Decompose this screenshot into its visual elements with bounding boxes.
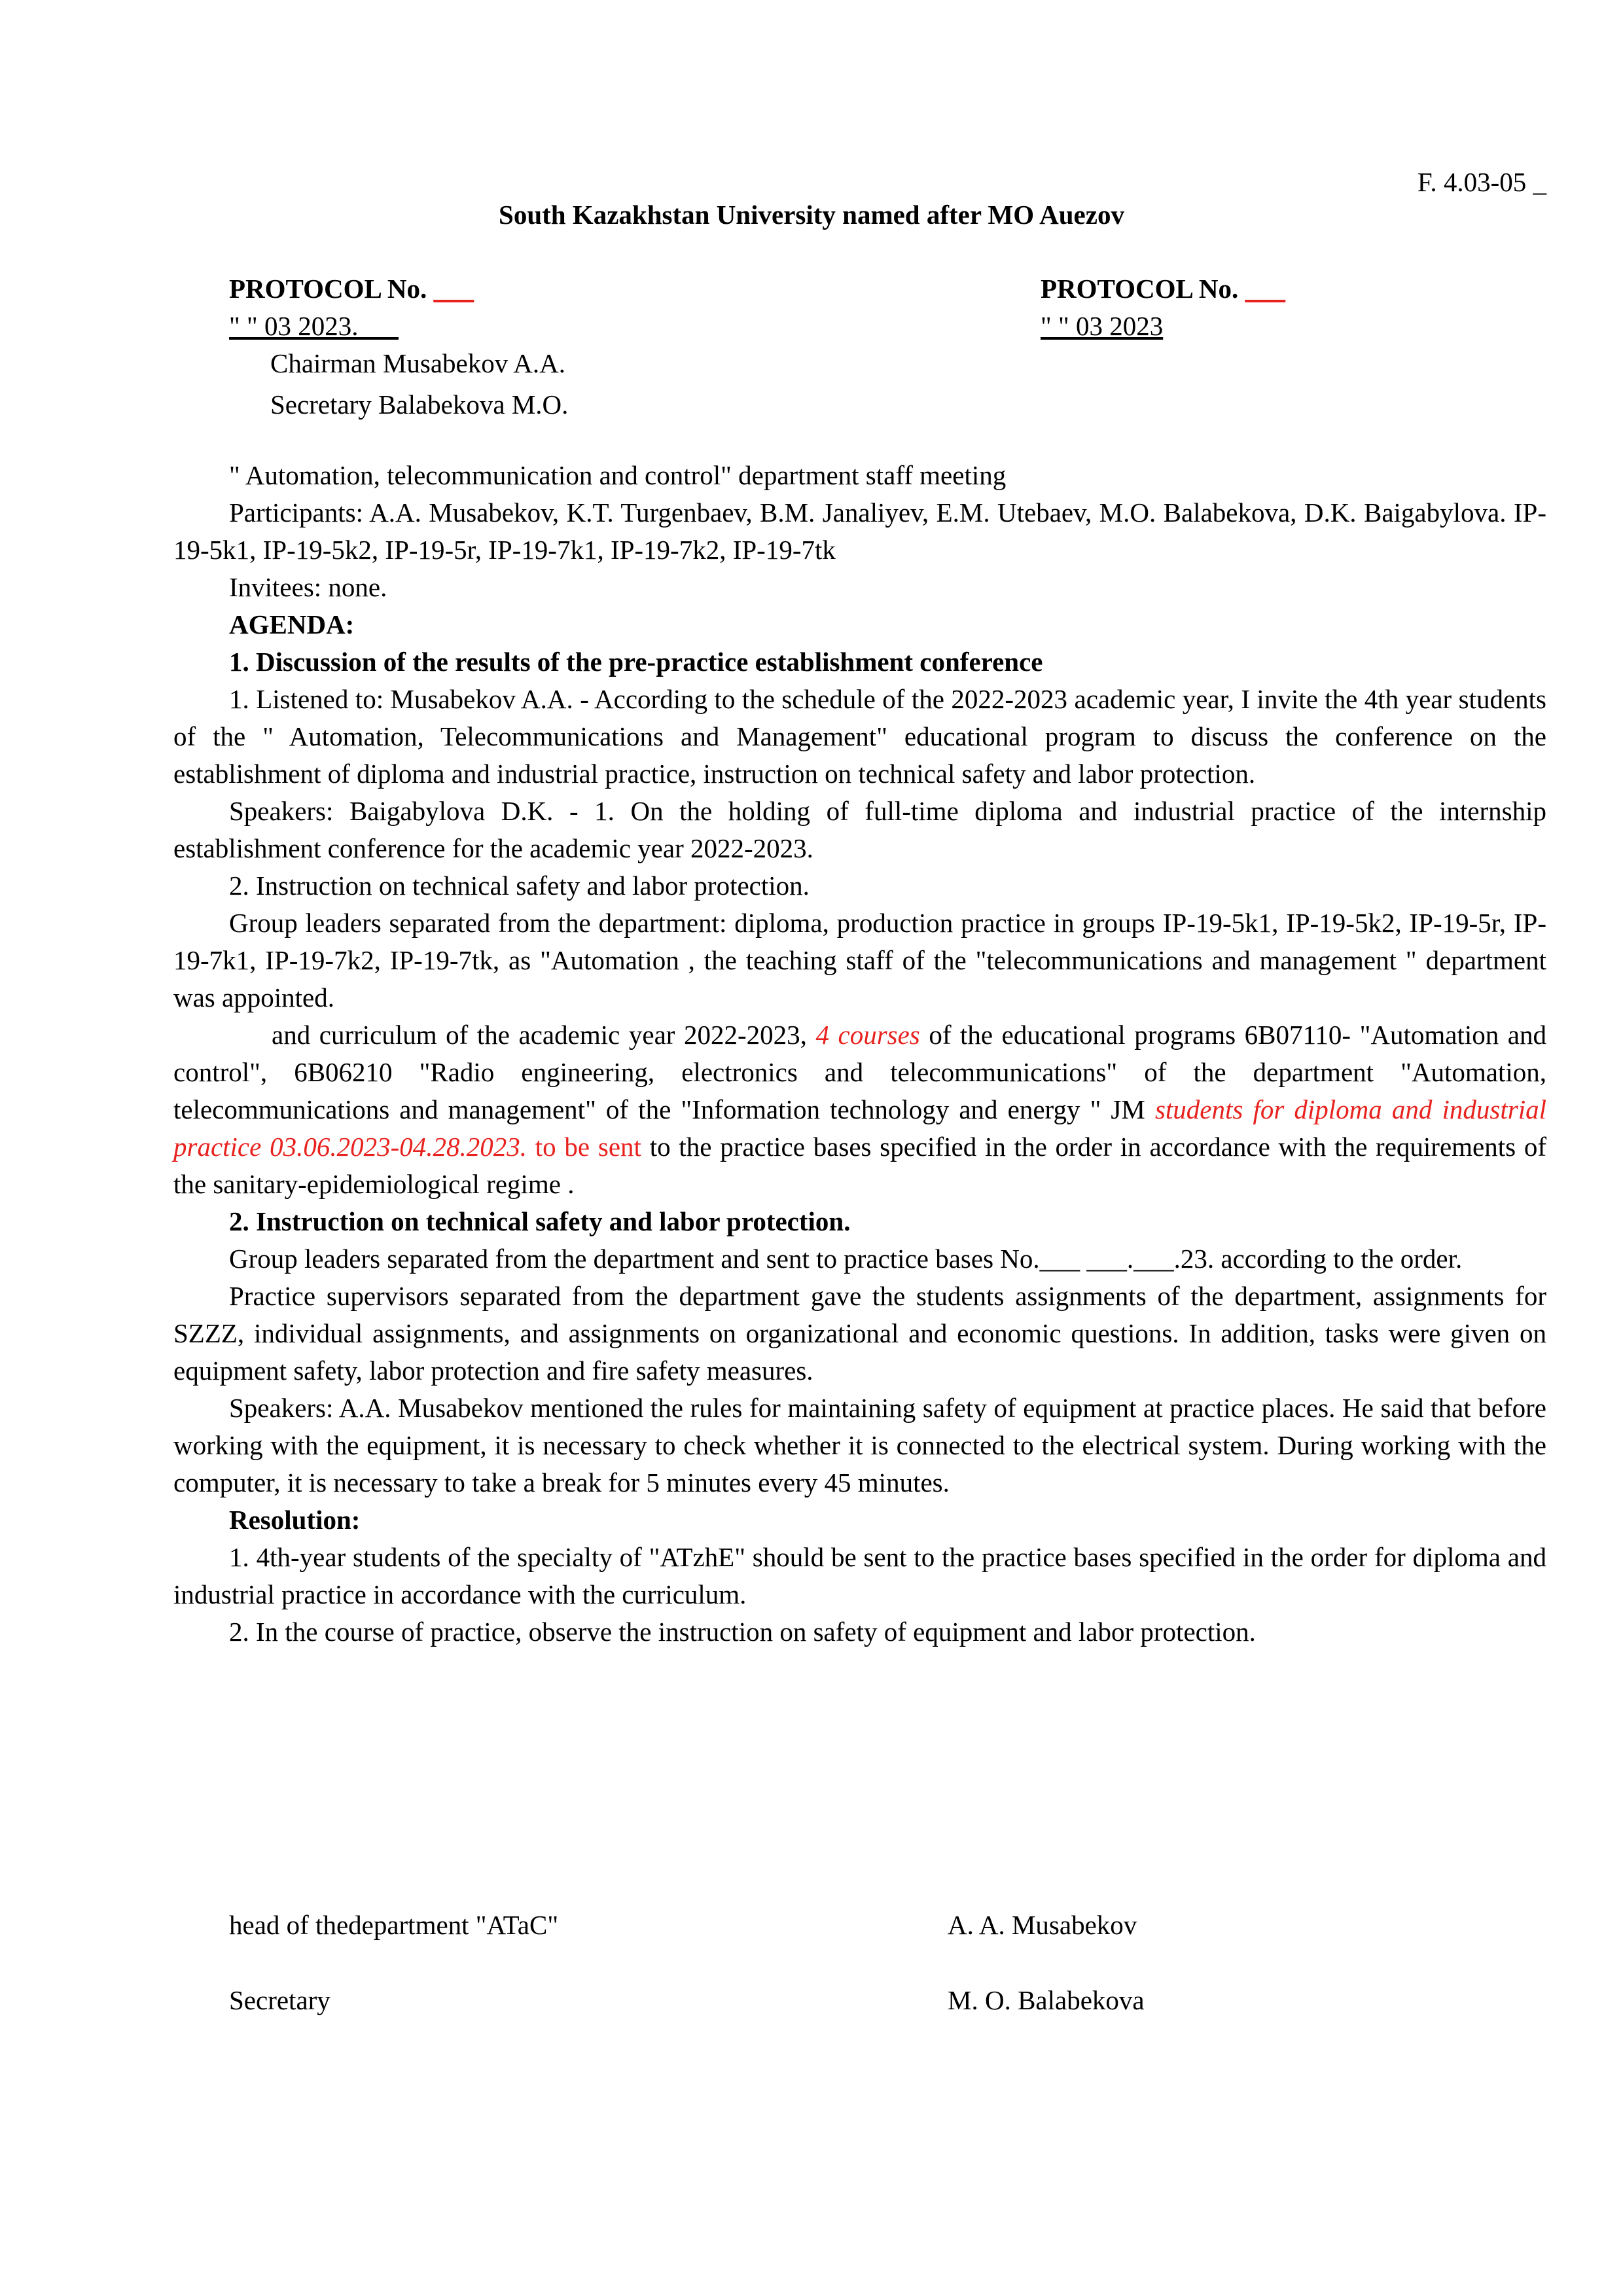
agenda-item-2: 2. Instruction on technical safety and labor protection.	[229, 1206, 851, 1236]
secretary-name: M. O. Balabekova	[948, 1985, 1145, 2015]
meeting-body	[173, 457, 1546, 1651]
resolution-1: 1. 4th-year students of the specialty of "ATzhE" should be sent to the practice bases specified in the order for diploma and industrial practice in accordance with the curriculum.	[173, 1542, 1546, 1609]
protocol-right-date: " " 03 2023	[1041, 311, 1164, 341]
participants: Participants: A.A. Musabekov, K.T. Turgenbaev, B.M. Janaliyev, E.M. Utebaev, M.O. Balabekova, D.K. Baigabylova. IP-19-5k1, IP-19-5k2, IP-19-5r, IP-19-7k1, IP-19-7k2, IP-19-7tk	[173, 497, 1546, 565]
resolution-label: Resolution:	[229, 1505, 361, 1535]
curriculum-paragraph: and curriculum of the academic year 2022-2023, 4 courses of the educational programs 6B07110- "Automation and control", 6B06210 "Radio engineering, electronics and telecommunications" of the department "Automation, telecommunications and management" of the "Information technology and energy " JM students for diploma and industrial practice 03.06.2023-04.28.2023. to be sent to the practice bases specified in the order in accordance with the requirements of the sanitary-epidemiological regime .	[173, 1020, 1547, 1199]
secretary-title: Secretary	[229, 1985, 330, 2015]
speakers-2: Speakers: A.A. Musabekov mentioned the rules for maintaining safety of equipment at practice places. He said that before working with the equipment, it is necessary to check whether it is connected to the electrical system. During working with the computer, it is necessary to take a break for 5 minutes every 45 minutes.	[173, 1393, 1546, 1498]
to-be-sent-highlight: to be sent	[527, 1132, 641, 1162]
chairman: Chairman Musabekov A.A.	[270, 348, 565, 378]
meeting-title: " Automation, telecommunication and control" department staff meeting	[229, 460, 1007, 490]
agenda-label: AGENDA:	[229, 609, 355, 639]
invitees: Invitees: none.	[229, 572, 387, 602]
protocol-left-heading	[229, 270, 474, 308]
secretary: Secretary Balabekova M.O.	[270, 389, 569, 420]
protocol-left-label: PROTOCOL No.	[229, 274, 427, 304]
protocol-right-number: ___	[1245, 274, 1285, 304]
form-code: F. 4.03-05 _	[1417, 167, 1546, 197]
group-leaders: Group leaders separated from the department: diploma, production practice in groups IP-19-5k1, IP-19-5k2, IP-19-5r, IP-19-7k1, IP-19-7k2, IP-19-7tk, as "Automation , the teaching staff of the "telecommunications and management " department was appointed.	[173, 908, 1546, 1013]
protocol-right-heading	[1041, 270, 1285, 308]
head-title: head of thedepartment "ATaC"	[229, 1910, 559, 1940]
speakers-1: Speakers: Baigabylova D.K. - 1. On the holding of full-time diploma and industrial practice of the internship establishment conference for the academic year 2022-2023.	[173, 796, 1546, 863]
group-sent: Group leaders separated from the department and sent to practice bases No.___ ___.___.23. according to the order.	[229, 1244, 1463, 1274]
agenda-item-1: 1. Discussion of the results of the pre-practice establishment conference	[229, 647, 1043, 677]
protocol-left-number: ___	[433, 274, 474, 304]
university-title: South Kazakhstan University named after MO Auezov	[499, 200, 1124, 230]
courses-highlight: 4 courses	[815, 1020, 920, 1050]
instruction-line: 2. Instruction on technical safety and labor protection.	[229, 870, 810, 901]
practice-dates-highlight: students for diploma and industrial practice 03.06.2023-04.28.2023.	[173, 1094, 1546, 1162]
listened-to: 1. Listened to: Musabekov A.A. - According to the schedule of the 2022-2023 academic year, I invite the 4th year students of the " Automation, Telecommunications and Management" educational program to discuss the conference on the establishment of diploma and industrial practice, instruction on technical safety and labor protection.	[173, 684, 1546, 789]
supervisors: Practice supervisors separated from the department gave the students assignments of the department, assignments for SZZZ, individual assignments, and assignments on organizational and economic questions. In addition, tasks were given on equipment safety, labor protection and fire safety measures.	[173, 1281, 1546, 1386]
head-name: A. A. Musabekov	[948, 1910, 1137, 1940]
protocol-right-label: PROTOCOL No.	[1041, 274, 1239, 304]
protocol-left-date: " " 03 2023.	[229, 311, 399, 341]
resolution-2: 2. In the course of practice, observe the instruction on safety of equipment and labor protection.	[229, 1617, 1256, 1647]
